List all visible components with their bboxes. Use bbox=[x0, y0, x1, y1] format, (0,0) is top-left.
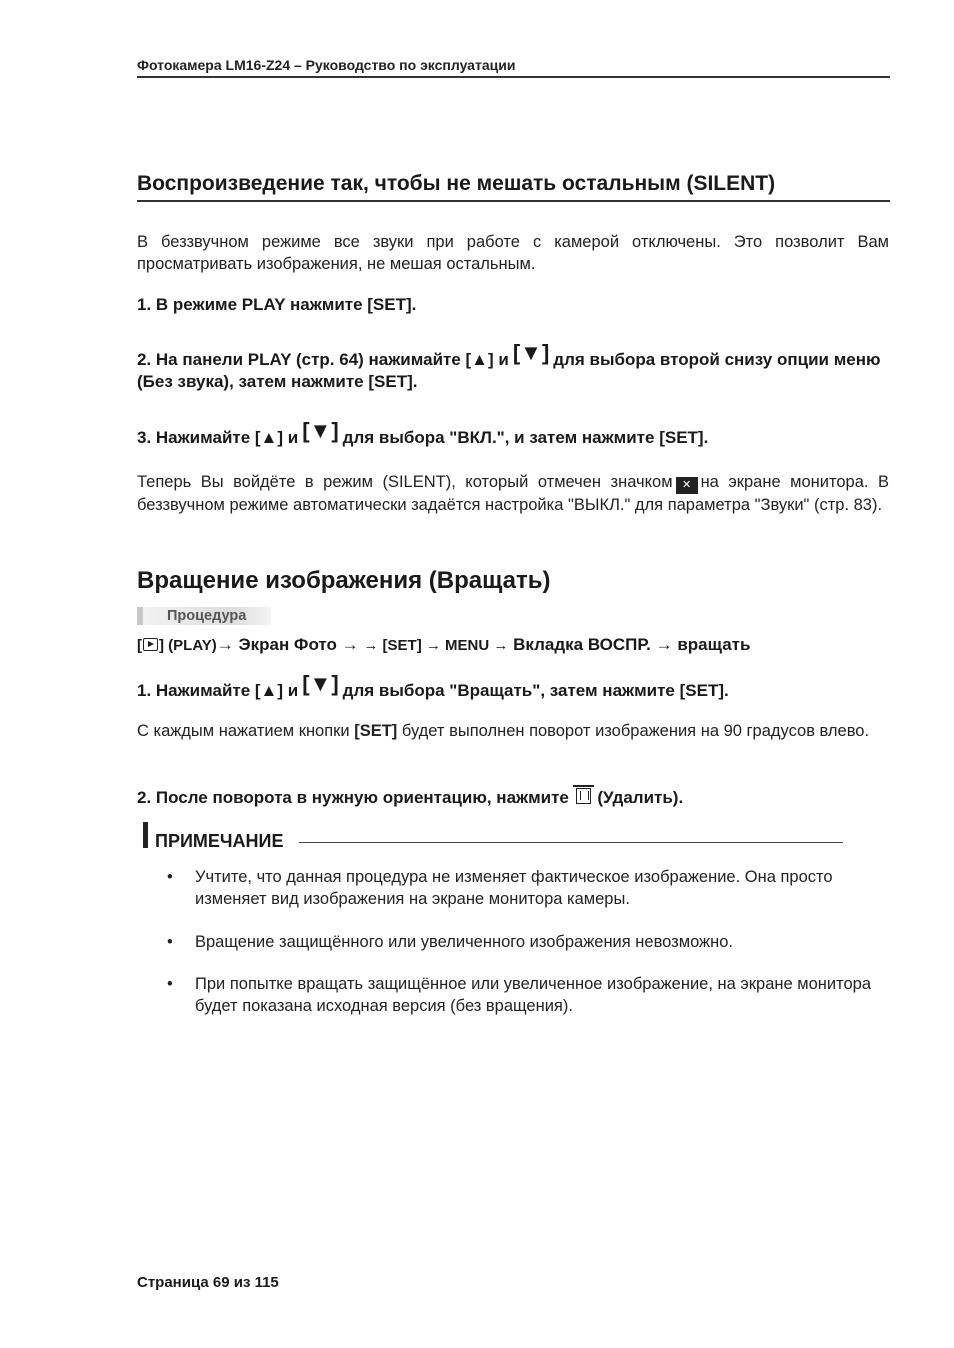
down-key-icon: [▼] bbox=[302, 418, 339, 443]
path-set-menu: → [SET] → MENU → bbox=[363, 637, 509, 654]
silent-mode-icon: ✕ bbox=[676, 477, 698, 494]
rotate-step-2-part-a: 2. После поворота в нужную ориентацию, нажмите bbox=[137, 788, 569, 807]
down-key-icon: [▼] bbox=[512, 340, 550, 365]
silent-step-3-part-a: 3. Нажимайте [▲] и bbox=[137, 428, 299, 447]
bullet-icon: • bbox=[167, 868, 173, 886]
section-heading-silent: Воспроизведение так, чтобы не мешать остальным (SILENT) bbox=[137, 170, 890, 202]
silent-step-3 bbox=[137, 418, 889, 449]
silent-intro: В беззвучном режиме все звуки при работе с камерой отключены. Это позволит Вам просматривать изображения, не мешая остальным. bbox=[137, 233, 889, 273]
rotate-step-1-part-b: для выбора "Вращать", затем нажмите [SET]. bbox=[342, 681, 729, 700]
path-tab: Вкладка ВОСПР. → вращать bbox=[513, 635, 751, 654]
procedure-label-text: Процедура bbox=[167, 608, 247, 624]
page-header: Фотокамера LM16-Z24 – Руководство по эксплуатации bbox=[137, 56, 890, 78]
rotate-step-2 bbox=[137, 787, 889, 809]
rotate-result-part-b: будет выполнен поворот изображения на 90 градусов влево. bbox=[401, 722, 870, 740]
procedure-label bbox=[137, 607, 271, 625]
bullet-icon: • bbox=[167, 975, 173, 993]
bullet-icon: • bbox=[167, 933, 173, 951]
trash-icon bbox=[576, 788, 591, 804]
note-header bbox=[143, 822, 843, 852]
note-title: ПРИМЕЧАНИЕ bbox=[155, 831, 284, 851]
silent-step-2-part-a: 2. На панели PLAY (стр. 64) нажимайте [▲] и bbox=[137, 350, 509, 369]
path-bracket-open: [ bbox=[137, 637, 142, 654]
silent-step-2 bbox=[137, 340, 889, 393]
note-item-text: Учтите, что данная процедура не изменяет фактическое изображение. Она просто изменяет вид изображения на экране монитора камеры. bbox=[195, 868, 833, 908]
silent-step-2-part-b: для выбора второй снизу опции меню (Без звука), затем нажмите [SET]. bbox=[137, 350, 881, 391]
section-heading-rotate: Вращение изображения (Вращать) bbox=[137, 567, 551, 594]
down-key-icon: [▼] bbox=[302, 671, 339, 696]
page-number: Страница 69 из 115 bbox=[137, 1274, 279, 1291]
silent-step-1: 1. В режиме PLAY нажмите [SET]. bbox=[137, 295, 417, 314]
silent-step-3-part-b: для выбора "ВКЛ.", и затем нажмите [SET]. bbox=[342, 428, 709, 447]
note-item bbox=[167, 931, 887, 953]
rotate-result bbox=[137, 720, 889, 742]
silent-result-part-a: Теперь Вы войдёте в режим (SILENT), который отмечен значком bbox=[137, 473, 673, 491]
path-play: ] (PLAY) bbox=[159, 637, 217, 654]
procedure-path bbox=[137, 633, 897, 658]
silent-result-part-b: на экране монитора. В беззвучном режиме автоматически задаётся настройка "ВЫКЛ." для параметра "Звуки" (стр. 83). bbox=[137, 473, 889, 514]
rotate-result-part-a: С каждым нажатием кнопки bbox=[137, 722, 350, 740]
note-item-text: При попытке вращать защищённое или увеличенное изображение, на экране монитора будет показана исходная версия (без вращения). bbox=[195, 975, 871, 1015]
path-screen: → Экран Фото → bbox=[216, 635, 359, 654]
procedure-bar-icon bbox=[137, 607, 143, 625]
note-item bbox=[167, 973, 887, 1017]
silent-result bbox=[137, 471, 889, 516]
note-item-text: Вращение защищённого или увеличенного изображения невозможно. bbox=[195, 933, 733, 951]
note-item bbox=[167, 866, 887, 910]
play-mode-icon bbox=[143, 638, 158, 651]
rotate-step-1-part-a: 1. Нажимайте [▲] и bbox=[137, 681, 299, 700]
rotate-step-2-part-b: (Удалить). bbox=[597, 788, 684, 807]
set-key-label: [SET] bbox=[354, 722, 398, 740]
note-bar-icon bbox=[143, 822, 148, 848]
note-divider bbox=[299, 842, 843, 843]
rotate-step-1 bbox=[137, 671, 889, 702]
